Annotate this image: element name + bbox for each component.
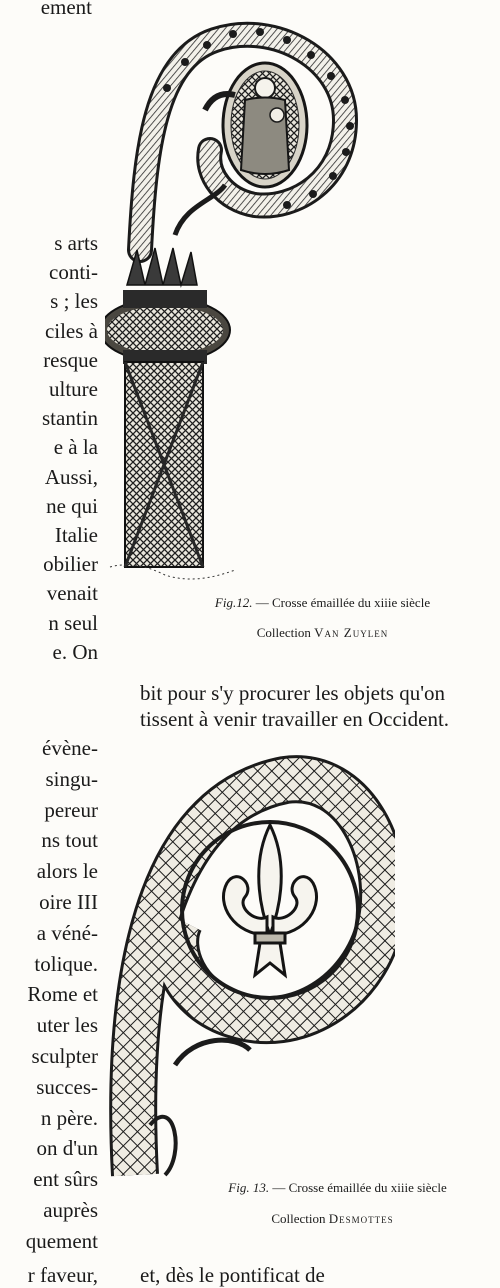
text-line-col2-1: évène- xyxy=(42,736,98,760)
figure-13-collection-name: Desmottes xyxy=(328,1211,394,1226)
text-line-col1-10: ne qui xyxy=(46,493,98,518)
text-line-col2-11: sculpter xyxy=(31,1044,98,1068)
text-line-full-2: tissent à venir travailler en Occident. xyxy=(140,707,450,731)
figure-13-collection xyxy=(210,1211,455,1227)
text-line-col2-14: on d'un xyxy=(36,1136,98,1161)
figure-12-collection-prefix: Collection xyxy=(256,625,311,640)
figure-13-crosier-illustration xyxy=(95,735,395,1205)
text-line-col2-6: oire III xyxy=(39,890,98,914)
figure-12-caption xyxy=(200,595,445,611)
text-line-col1-9: Aussi, xyxy=(44,464,98,489)
text-line-col2-7: a véné- xyxy=(36,920,98,945)
figure-12-caption-text: — Crosse émaillée du xiiie siècle xyxy=(255,595,431,610)
text-line-col1-7: stantin xyxy=(42,406,98,431)
figure-13-collection-prefix: Collection xyxy=(271,1211,326,1226)
text-fragment-top: ement xyxy=(40,0,92,19)
text-line-col1-8: e à la xyxy=(53,435,98,460)
text-line-bottom-right: et, dès le pontificat de xyxy=(140,1263,325,1287)
text-line-bottom-left: r faveur, xyxy=(27,1263,98,1287)
text-line-col1-6: ulture xyxy=(49,377,98,401)
text-line-col2-3: pereur xyxy=(44,797,98,822)
text-line-col1-11: Italie xyxy=(54,523,98,547)
text-line-col1-1: s arts xyxy=(54,231,98,255)
text-line-col1-3: s ; les xyxy=(50,289,98,314)
figure-13-caption xyxy=(210,1180,465,1196)
text-line-col2-8: tolique. xyxy=(34,951,98,976)
text-line-col2-5: alors le xyxy=(36,859,98,884)
text-line-col1-4: ciles à xyxy=(44,318,98,343)
figure-12-collection xyxy=(200,625,445,641)
text-line-col2-17: quement xyxy=(25,1228,98,1253)
text-line-col2-15: ent sûrs xyxy=(33,1167,98,1192)
figure-13-caption-text: — Crosse émaillée du xiiie siècle xyxy=(272,1180,447,1195)
text-line-col1-13: venait xyxy=(46,581,98,606)
text-line-full-1: bit pour s'y procurer les objets qu'on xyxy=(140,681,446,705)
text-line-col2-4: ns tout xyxy=(41,828,98,853)
text-line-col2-2: singu- xyxy=(45,766,98,791)
fleur-de-lis-icon xyxy=(223,825,316,975)
text-line-col1-14: n seul xyxy=(48,610,98,635)
text-line-col1-5: resque xyxy=(43,347,98,372)
text-line-col2-9: Rome et xyxy=(27,982,98,1007)
text-line-col2-13: n père. xyxy=(40,1105,98,1130)
text-line-col2-16: auprès xyxy=(43,1198,98,1222)
text-line-col1-15: e. On xyxy=(52,639,98,664)
text-line-col2-12: succes- xyxy=(36,1074,98,1099)
text-line-col1-2: conti- xyxy=(49,260,98,285)
figure-13-label: Fig. 13. xyxy=(228,1180,270,1195)
figure-12-label: Fig.12. xyxy=(214,595,253,610)
text-line-col1-12: obilier xyxy=(43,552,98,577)
figure-12-collection-name: Van Zuylen xyxy=(314,625,389,640)
text-line-col2-10: uter les xyxy=(36,1013,98,1038)
figure-12-crosier-illustration xyxy=(105,0,365,590)
